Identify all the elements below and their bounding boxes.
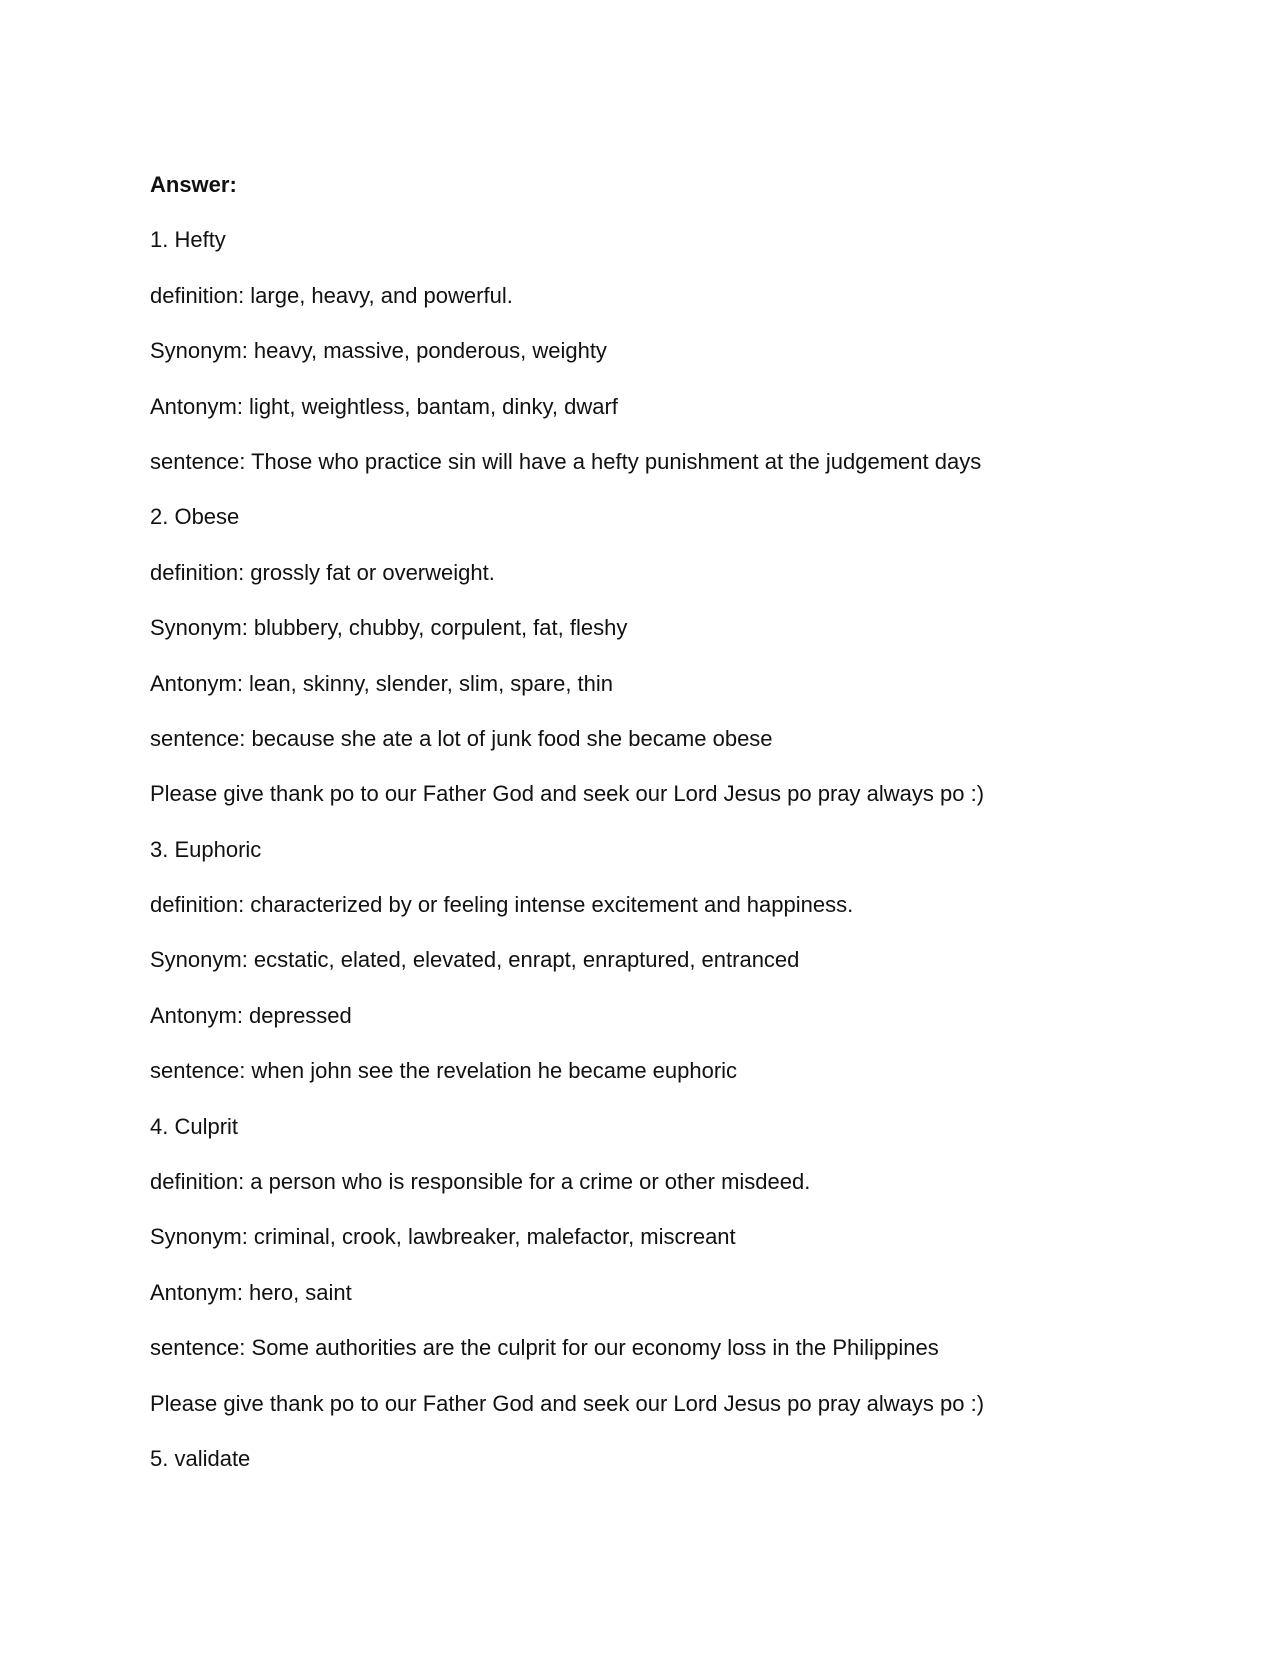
closing-message-2: Please give thank po to our Father God and seek our Lord Jesus po pray always po :) xyxy=(150,1390,985,1416)
item-1-synonym: Synonym: heavy, massive, ponderous, weighty xyxy=(150,338,607,364)
item-2-antonym: Antonym: lean, skinny, slender, slim, spare, thin xyxy=(150,670,614,696)
answer-heading: Answer: xyxy=(150,172,237,197)
item-4-sentence: sentence: Some authorities are the culprit for our economy loss in the Philippines xyxy=(150,1335,939,1361)
item-3-sentence: sentence: when john see the revelation he became euphoric xyxy=(150,1058,738,1084)
item-1-sentence: sentence: Those who practice sin will have a hefty punishment at the judgement days xyxy=(150,448,982,474)
item-4-title: 4. Culprit xyxy=(150,1113,239,1139)
closing-message-1: Please give thank po to our Father God and seek our Lord Jesus po pray always po :) xyxy=(150,781,985,807)
item-3-definition: definition: characterized by or feeling intense excitement and happiness. xyxy=(150,892,854,918)
item-2-title: 2. Obese xyxy=(150,504,240,530)
item-4-definition: definition: a person who is responsible for a crime or other misdeed. xyxy=(150,1169,811,1195)
item-4-antonym: Antonym: hero, saint xyxy=(150,1279,352,1305)
item-5-title: 5. validate xyxy=(150,1445,251,1471)
item-1-definition: definition: large, heavy, and powerful. xyxy=(150,282,513,308)
item-2-synonym: Synonym: blubbery, chubby, corpulent, fat, fleshy xyxy=(150,615,628,641)
item-2-sentence: sentence: because she ate a lot of junk food she became obese xyxy=(150,725,773,751)
item-1-title: 1. Hefty xyxy=(150,227,226,253)
item-4-synonym: Synonym: criminal, crook, lawbreaker, malefactor, miscreant xyxy=(150,1224,736,1250)
item-1-antonym: Antonym: light, weightless, bantam, dinky, dwarf xyxy=(150,393,618,419)
item-3-synonym: Synonym: ecstatic, elated, elevated, enrapt, enraptured, entranced xyxy=(150,947,800,973)
item-3-antonym: Antonym: depressed xyxy=(150,1002,352,1028)
item-2-definition: definition: grossly fat or overweight. xyxy=(150,559,495,585)
item-3-title: 3. Euphoric xyxy=(150,836,262,862)
document-content xyxy=(150,174,1210,1503)
